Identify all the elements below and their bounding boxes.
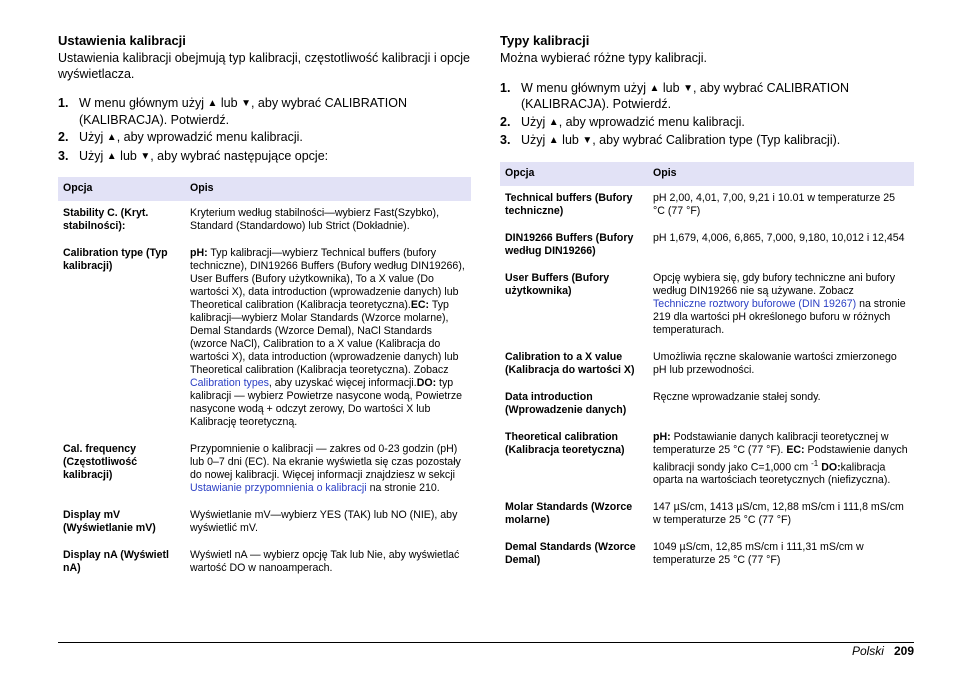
step-number: 3. — [500, 133, 511, 147]
description-cell — [648, 266, 914, 345]
calibration-types-link[interactable]: Calibration types — [190, 377, 269, 389]
step-text: lub — [659, 80, 684, 95]
column-header-description: Opis — [648, 162, 914, 186]
right-column — [500, 33, 914, 575]
table-row — [58, 437, 471, 503]
table-header-row — [58, 177, 471, 201]
step-number: 2. — [58, 130, 69, 144]
table-row — [500, 345, 914, 385]
section-heading: Typy kalibracji — [500, 33, 590, 48]
buffer-solutions-link[interactable]: Techniczne roztwory buforowe (DIN 19267) — [653, 297, 857, 310]
section-heading: Ustawienia kalibracji — [58, 33, 186, 48]
step-text: W menu głównym użyj — [521, 80, 650, 95]
footer-divider — [58, 642, 914, 643]
option-cell: DIN19266 Buffers (Bufory według DIN19266) — [505, 231, 634, 257]
column-header-option: Opcja — [500, 162, 648, 186]
ec-label: EC: — [786, 443, 805, 456]
calibration-types-table — [500, 162, 914, 576]
step-2 — [500, 115, 914, 132]
step-text: , aby wybrać następujące opcje: — [150, 148, 329, 163]
table-row — [500, 266, 914, 345]
superscript: -1 — [811, 458, 819, 468]
steps-list — [500, 81, 914, 150]
up-arrow-icon: ▲ — [106, 150, 117, 162]
step-text: Użyj — [79, 148, 107, 163]
step-2 — [58, 130, 471, 147]
down-arrow-icon: ▼ — [241, 98, 251, 109]
step-text: Użyj — [79, 130, 107, 144]
step-text: , aby wybrać Calibration type (Typ kalibracji). — [592, 133, 841, 147]
up-arrow-icon: ▲ — [548, 135, 559, 146]
up-arrow-icon: ▲ — [106, 132, 117, 143]
description-text: typ kalibracji — wybierz Powietrze nasycone wodą, Powietrze nasycone wodą + odczyt zerowy, Do wartości X lub Kalibrację teoretyczną. — [190, 377, 463, 428]
column-header-description: Opis — [185, 177, 471, 201]
option-cell: Molar Standards (Wzorce molarne) — [505, 501, 633, 527]
steps-list — [58, 96, 471, 165]
table-row — [500, 425, 914, 496]
page-footer — [852, 643, 914, 659]
up-arrow-icon: ▲ — [207, 98, 218, 109]
description-text: na stronie 219 dla wartości pH określonego buforu w różnych temperaturach. — [653, 297, 906, 336]
footer-language: Polski — [851, 644, 884, 658]
description-cell — [648, 425, 914, 496]
step-text: , aby wybrać CALIBRATION (KALIBRACJA). Potwierdź. — [521, 80, 850, 111]
down-arrow-icon: ▼ — [140, 150, 151, 162]
step-text: lub — [558, 133, 583, 147]
table-header-row — [500, 162, 914, 186]
step-text: Użyj — [521, 114, 549, 129]
description-cell: Ręczne wprowadzanie stałej sondy. — [653, 390, 821, 403]
table-row — [58, 543, 471, 583]
do-label: DO: — [821, 461, 841, 474]
step-number: 1. — [500, 80, 511, 95]
description-text: Typ kalibracji—wybierz Technical buffers (bufory techniczne), DIN19266 Buffers (Bufory według DIN19266), User Buffers (Bufory użytkownika), To a X value (Do wartości X), data introduction (wprowadzenie danych) lub Theoretical calibration (Kalibracja teoretyczna). — [190, 247, 465, 311]
step-1 — [58, 96, 471, 128]
description-text: Typ kalibracji—wybierz Molar Standards (Wzorce molarne), Demal Standards (Wzorce Demal), NaCl Standards (wzorce NaCl), Calibration to a X value (Kalibracja do wartości X), data introduction (wprowadzenie danych) lub Theoretical calibration (Kalibracja teoretyczna). Zobacz — [190, 299, 459, 376]
table-row — [58, 241, 471, 437]
step-text: , aby wprowadzić menu kalibracji. — [116, 130, 303, 144]
description-text: Przypomnienie o kalibracji — zakres od 0-23 godzin (pH) lub 0–7 dni (EC). Na ekranie wyświetla się czas pozostały do nowej kalibracji. Więcej informacji znajdziesz w sekcji — [190, 443, 461, 481]
description-cell: Wyświetlanie mV—wybierz YES (TAK) lub NO (NIE), aby wyświetlić mV. — [190, 509, 458, 534]
description-text: kalibracja oparta na wartościach teoretycznych (niefizyczna). — [653, 461, 891, 487]
step-text: , aby wybrać CALIBRATION (KALIBRACJA). Potwierdź. — [79, 96, 408, 127]
step-3 — [500, 133, 914, 150]
step-1 — [500, 81, 914, 113]
step-number: 3. — [58, 148, 69, 163]
left-column — [58, 33, 471, 583]
option-cell: Calibration to a X value (Kalibracja do wartości X) — [505, 350, 635, 376]
option-cell: Display mV (Wyświetlanie mV) — [63, 509, 156, 534]
ph-label: pH: — [190, 247, 208, 259]
option-cell: Demal Standards (Wzorce Demal) — [505, 541, 636, 567]
step-text: Użyj — [521, 133, 549, 147]
description-text: Opcję wybiera się, gdy bufory techniczne ani bufory według DIN19266 nie są używane. Zobacz — [653, 271, 896, 297]
description-cell — [185, 241, 471, 437]
do-label: DO: — [416, 377, 437, 389]
description-cell — [185, 437, 471, 503]
step-text: , aby wprowadzić menu kalibracji. — [558, 114, 745, 129]
option-cell: Calibration type (Typ kalibracji) — [63, 247, 168, 272]
up-arrow-icon: ▲ — [649, 82, 660, 94]
table-row — [500, 495, 914, 535]
step-number: 2. — [500, 114, 511, 129]
option-cell: Stability C. (Kryt. stabilności): — [63, 207, 149, 232]
step-text: W menu głównym użyj — [79, 96, 208, 110]
option-cell: Display nA (Wyświetl nA) — [63, 549, 169, 574]
down-arrow-icon: ▼ — [582, 135, 593, 146]
description-text: Podstawianie danych kalibracji teoretycznej w temperaturze 25 °C (77 °F). — [653, 430, 889, 456]
section-intro: Można wybierać różne typy kalibracji. — [500, 51, 708, 65]
down-arrow-icon: ▼ — [683, 82, 693, 94]
option-cell: Cal. frequency (Częstotliwość kalibracji) — [63, 443, 138, 481]
section-intro: Ustawienia kalibracji obejmują typ kalibracji, częstotliwość kalibracji i opcje wyświetlacza. — [58, 51, 470, 81]
ph-label: pH: — [653, 430, 671, 443]
description-cell: Wyświetl nA — wybierz opcję Tak lub Nie, aby wyświetlać wartość DO w nanoamperach. — [190, 549, 460, 574]
description-text: , aby uzyskać więcej informacji. — [268, 377, 417, 389]
option-cell: User Buffers (Bufory użytkownika) — [505, 271, 610, 297]
options-table — [58, 177, 471, 583]
table-row — [58, 503, 471, 543]
calibration-reminder-link[interactable]: Ustawianie przypomnienia o kalibracji — [190, 482, 367, 494]
table-row — [500, 535, 914, 575]
step-3 — [58, 149, 471, 166]
table-row — [500, 385, 914, 425]
table-row — [500, 226, 914, 266]
description-text: na stronie 210. — [366, 482, 440, 494]
description-cell: 1049 µS/cm, 12,85 mS/cm i 111,31 mS/cm w temperaturze 25 °C (77 °F) — [653, 541, 864, 567]
description-cell: Kryterium według stabilności—wybierz Fast(Szybko), Standard (Standardowo) lub Strict (Dokładnie). — [190, 207, 440, 232]
ec-label: EC: — [410, 299, 430, 311]
step-number: 1. — [58, 96, 69, 110]
column-header-option: Opcja — [58, 177, 185, 201]
table-row — [58, 201, 471, 241]
step-text: lub — [116, 148, 141, 163]
option-cell: Technical buffers (Bufory techniczne) — [505, 191, 633, 217]
description-cell: 147 µS/cm, 1413 µS/cm, 12,88 mS/cm i 111,8 mS/cm w temperaturze 25 °C (77 °F) — [653, 501, 904, 527]
option-cell: Data introduction (Wprowadzenie danych) — [505, 390, 627, 416]
page-number: 209 — [893, 644, 914, 658]
table-row — [500, 186, 914, 226]
option-cell: Theoretical calibration (Kalibracja teoretyczna) — [505, 430, 625, 456]
description-cell: pH 1,679, 4,006, 6,865, 7,000, 9,180, 10,012 i 12,454 — [653, 231, 905, 244]
description-cell: Umożliwia ręczne skalowanie wartości zmierzonego pH lub przewodności. — [653, 350, 897, 376]
up-arrow-icon: ▲ — [548, 116, 559, 128]
step-text: lub — [217, 96, 242, 110]
description-cell: pH 2,00, 4,01, 7,00, 9,21 i 10.01 w temperaturze 25 °C (77 °F) — [653, 191, 896, 217]
description-text: Podstawienie danych kalibracji sondy jako C=1,000 cm — [653, 443, 908, 474]
